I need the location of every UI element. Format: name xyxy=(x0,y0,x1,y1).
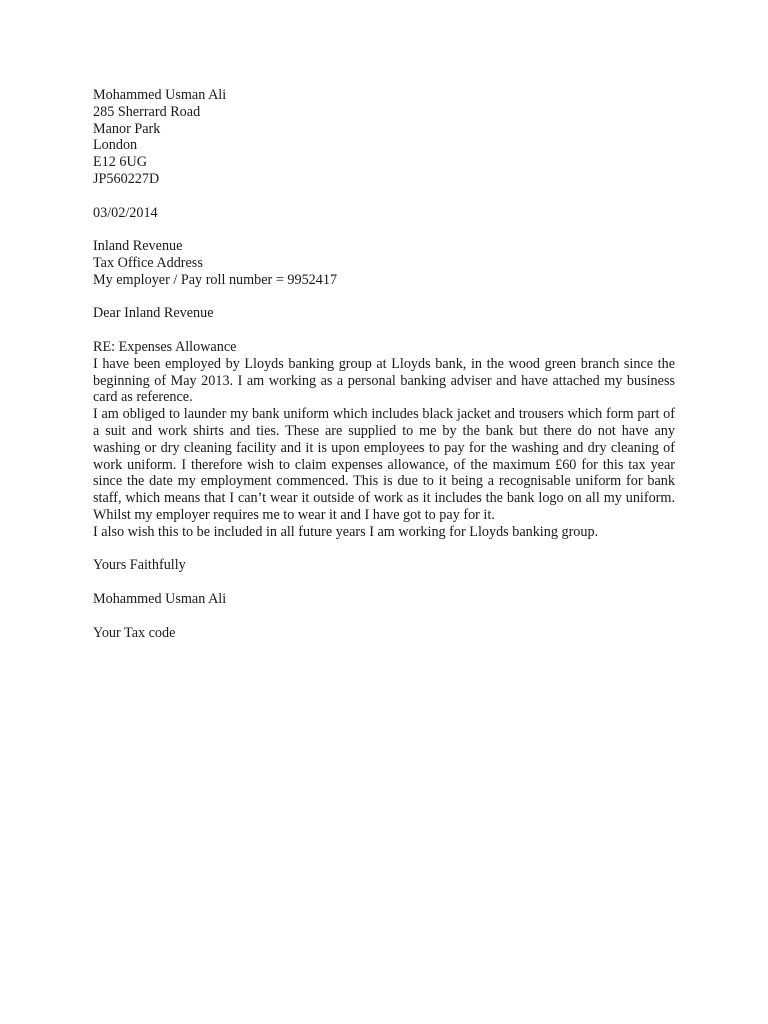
letter-page xyxy=(93,87,675,641)
date-text: 03/02/2014 xyxy=(93,204,158,221)
recipient-payroll: My employer / Pay roll number = 9952417 xyxy=(93,271,338,288)
sender-name: Mohammed Usman Ali xyxy=(93,87,227,103)
letter-date xyxy=(93,205,675,222)
sender-address-line2: Manor Park xyxy=(93,120,161,137)
footer-note xyxy=(93,625,675,642)
footer-note-text: Your Tax code xyxy=(93,624,176,641)
signature xyxy=(93,591,675,608)
recipient-name: Inland Revenue xyxy=(93,238,183,255)
body-paragraph-3: I also wish this to be included in all future years I am working for Lloyds banking group. xyxy=(93,523,599,540)
recipient-address xyxy=(93,238,675,288)
body-paragraph-2: I am obliged to launder my bank uniform which includes black jacket and trousers which form part of a suit and work shirts and ties. These are supplied to me by the bank but there do not have any washing or dry cleaning facility and it is upon employees to pay for the washing and dry cleaning of work uniform. I therefore wish to claim expenses allowance, of the maximum £60 for this tax year since the date my employment commenced. This is due to it being a recognisable uniform for bank staff, which means that I can’t wear it outside of work as it includes the bank logo on all my uniform. Whilst my employer requires me to wear it and I have got to pay for it. xyxy=(93,406,675,523)
salutation-text: Dear Inland Revenue xyxy=(93,305,214,322)
subject-line xyxy=(93,339,675,356)
salutation xyxy=(93,305,675,322)
sender-postcode: E12 6UG xyxy=(93,154,147,171)
closing xyxy=(93,557,675,574)
signature-name: Mohammed Usman Ali xyxy=(93,590,227,607)
sender-address-line1: 285 Sherrard Road xyxy=(93,103,201,120)
recipient-address-line: Tax Office Address xyxy=(93,254,203,271)
closing-text: Yours Faithfully xyxy=(93,557,186,574)
subject-text: RE: Expenses Allowance xyxy=(93,338,237,355)
body-paragraph-1: I have been employed by Lloyds banking group at Lloyds bank, in the wood green branch since the beginning of May 2013. I am working as a personal banking adviser and have attached my business card as reference. xyxy=(93,355,675,406)
sender-reference: JP560227D xyxy=(93,170,160,187)
sender-address xyxy=(93,87,675,188)
sender-city: London xyxy=(93,137,138,154)
